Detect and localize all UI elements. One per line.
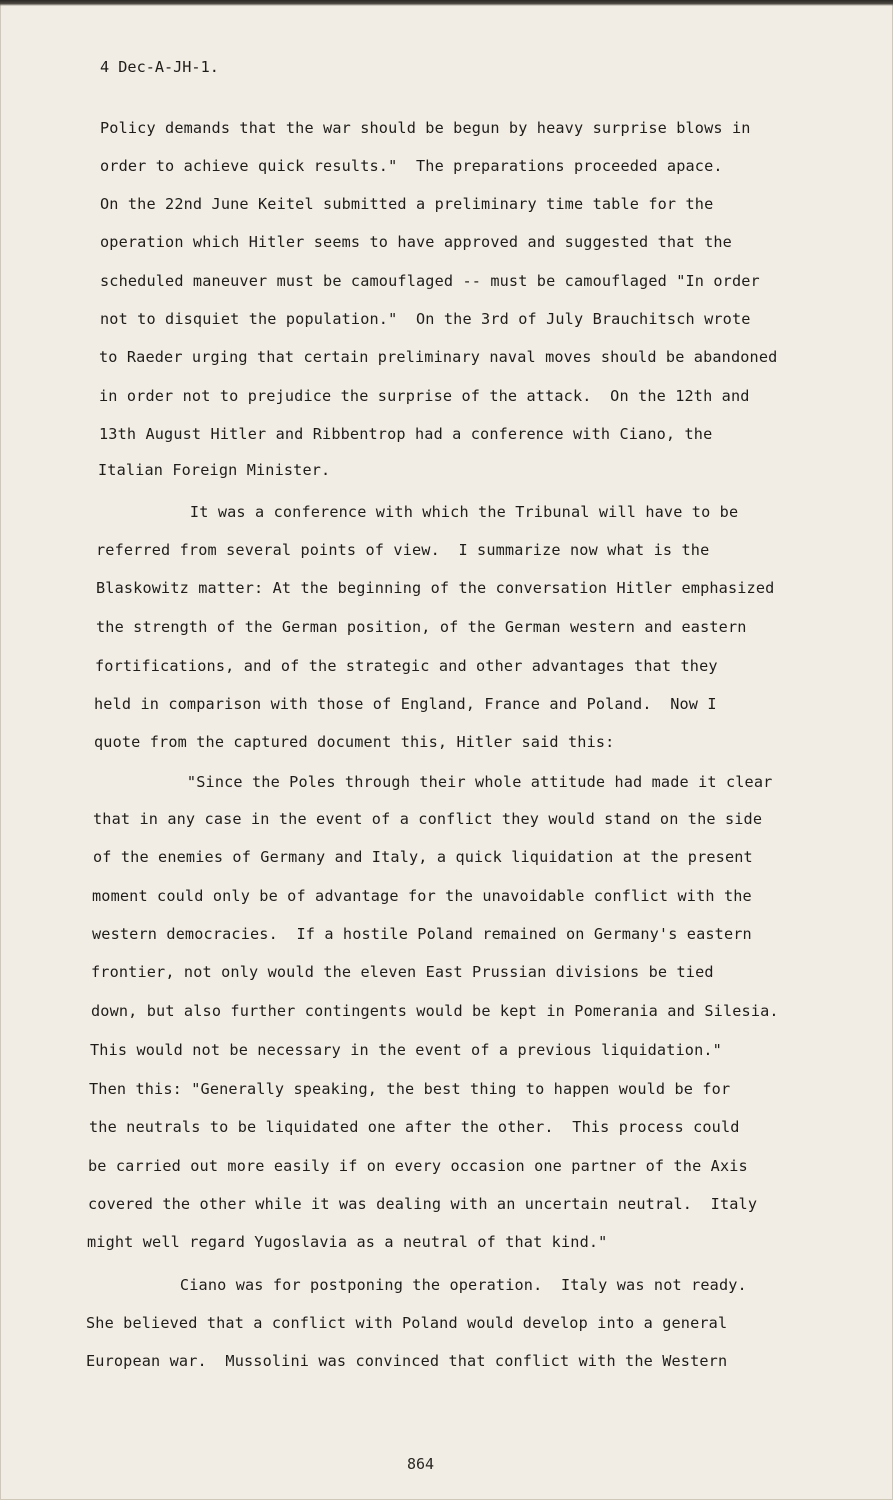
text-line: This would not be necessary in the event of a previous liquidation." bbox=[90, 1041, 722, 1059]
text-line: operation which Hitler seems to have approved and suggested that the bbox=[100, 233, 732, 251]
text-line: fortifications, and of the strategic and other advantages that they bbox=[95, 657, 718, 675]
document-id: 4 Dec-A-JH-1. bbox=[100, 58, 219, 76]
text-line: 13th August Hitler and Ribbentrop had a conference with Ciano, the bbox=[99, 425, 713, 443]
text-line: Policy demands that the war should be begun by heavy surprise blows in bbox=[100, 119, 751, 137]
text-line: Blaskowitz matter: At the beginning of the conversation Hitler emphasized bbox=[96, 579, 775, 597]
page-number: 864 bbox=[407, 1455, 435, 1473]
text-line: held in comparison with those of England, France and Poland. Now I bbox=[94, 695, 717, 713]
text-line: It was a conference with which the Tribunal will have to be bbox=[97, 503, 739, 521]
text-line: the neutrals to be liquidated one after the other. This process could bbox=[89, 1118, 740, 1136]
text-line: order to achieve quick results." The preparations proceeded apace. bbox=[100, 157, 723, 175]
text-line: be carried out more easily if on every occasion one partner of the Axis bbox=[88, 1157, 748, 1175]
text-line: of the enemies of Germany and Italy, a quick liquidation at the present bbox=[93, 848, 753, 866]
text-line: western democracies. If a hostile Poland remained on Germany's eastern bbox=[92, 925, 752, 943]
text-line: On the 22nd June Keitel submitted a preliminary time table for the bbox=[100, 195, 714, 213]
text-line: frontier, not only would the eleven East Prussian divisions be tied bbox=[91, 963, 714, 981]
text-line: scheduled maneuver must be camouflaged -- must be camouflaged "In order bbox=[100, 272, 760, 290]
text-line: She believed that a conflict with Poland would develop into a general bbox=[86, 1314, 728, 1332]
page-top-edge bbox=[0, 0, 893, 6]
text-line: to Raeder urging that certain preliminary naval moves should be abandoned bbox=[99, 348, 778, 366]
text-line: in order not to prejudice the surprise of the attack. On the 12th and bbox=[99, 387, 750, 405]
text-line: "Since the Poles through their whole attitude had made it clear bbox=[94, 773, 773, 791]
text-line: referred from several points of view. I summarize now what is the bbox=[96, 541, 710, 559]
text-line: the strength of the German position, of the German western and eastern bbox=[96, 618, 747, 636]
text-line: Italian Foreign Minister. bbox=[98, 461, 331, 479]
text-line: Ciano was for postponing the operation. Italy was not ready. bbox=[87, 1276, 747, 1294]
text-line: European war. Mussolini was convinced that conflict with the Western bbox=[86, 1352, 728, 1370]
text-line: Then this: "Generally speaking, the best thing to happen would be for bbox=[89, 1080, 731, 1098]
text-line: covered the other while it was dealing with an uncertain neutral. Italy bbox=[88, 1195, 758, 1213]
text-line: moment could only be of advantage for the unavoidable conflict with the bbox=[92, 887, 752, 905]
text-line: that in any case in the event of a conflict they would stand on the side bbox=[93, 810, 763, 828]
text-line: not to disquiet the population." On the 3rd of July Brauchitsch wrote bbox=[100, 310, 751, 328]
text-line: might well regard Yugoslavia as a neutral of that kind." bbox=[87, 1233, 608, 1251]
text-line: quote from the captured document this, Hitler said this: bbox=[94, 733, 615, 751]
text-line: down, but also further contingents would be kept in Pomerania and Silesia. bbox=[91, 1002, 779, 1020]
